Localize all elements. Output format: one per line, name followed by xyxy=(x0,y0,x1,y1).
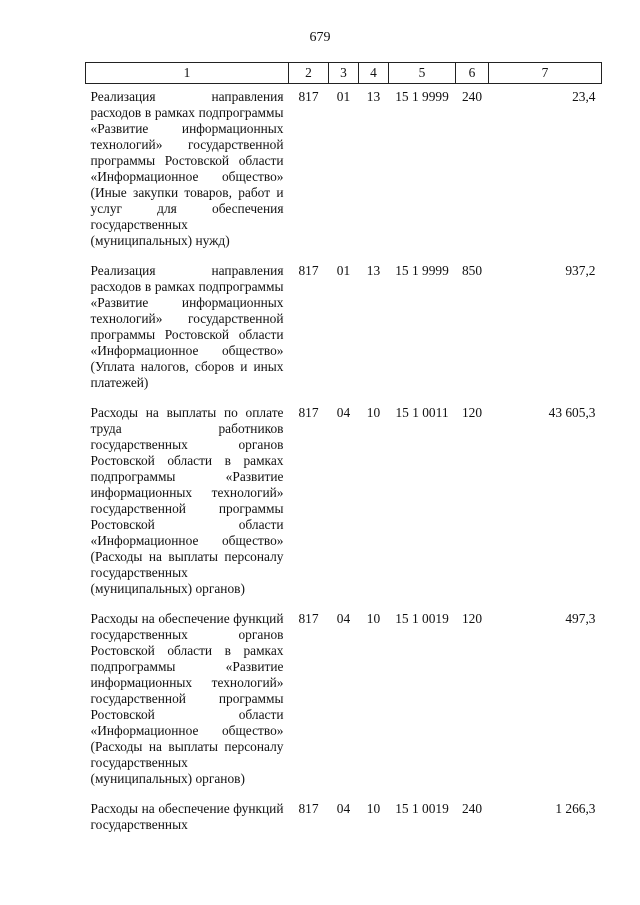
row-subsection-code: 13 xyxy=(366,89,381,104)
row-target-code: 15 1 0011 xyxy=(395,405,449,420)
row-subsection-code: 10 xyxy=(366,801,381,816)
row-description: Реализация направления расходов в рамках подпрограммы «Развитие информационных технологий» государственной программы Ростовской области «Информационное общество» (Уплата налогов, сборов и иных платежей) xyxy=(90,263,284,390)
table-row xyxy=(86,84,602,259)
row-description: Расходы на обеспечение функций государственных xyxy=(90,801,284,832)
table-header xyxy=(86,63,602,84)
table-row xyxy=(86,796,602,842)
page-number: 679 xyxy=(309,30,331,45)
row-expense-type-code: 240 xyxy=(461,89,483,104)
row-description: Расходы на выплаты по оплате труда работников государственных органов Ростовской области в рамках подпрограммы «Развитие информационных технологий» государственной программы Ростовской области «Информационное общество» (Расходы на выплаты персоналу государственных (муниципальных) органов) xyxy=(90,405,284,596)
table-row xyxy=(86,258,602,400)
row-amount: 497,3 xyxy=(565,611,596,626)
row-ministry-code: 817 xyxy=(298,801,319,816)
row-description: Реализация направления расходов в рамках подпрограммы «Развитие информационных технологий» государственной программы Ростовской области «Информационное общество» (Иные закупки товаров, работ и услуг для обеспечения государственных (муниципальных) нужд) xyxy=(90,89,284,248)
table-body xyxy=(86,84,602,843)
row-expense-type-code: 850 xyxy=(461,263,483,278)
header-row xyxy=(86,63,602,84)
row-section-code: 01 xyxy=(336,263,351,278)
header-col-6: 6 xyxy=(456,63,489,84)
table-row xyxy=(86,400,602,606)
row-expense-type-code: 120 xyxy=(461,611,483,626)
row-ministry-code: 817 xyxy=(298,405,319,420)
row-amount: 1 266,3 xyxy=(555,801,596,816)
header-col-7: 7 xyxy=(489,63,602,84)
row-target-code: 15 1 9999 xyxy=(395,89,449,104)
row-ministry-code: 817 xyxy=(298,611,319,626)
row-expense-type-code: 120 xyxy=(461,405,483,420)
row-ministry-code: 817 xyxy=(298,89,319,104)
row-section-code: 01 xyxy=(336,89,351,104)
row-section-code: 04 xyxy=(336,801,351,816)
table-row xyxy=(86,606,602,796)
row-expense-type-code: 240 xyxy=(461,801,483,816)
row-target-code: 15 1 0019 xyxy=(395,611,449,626)
row-section-code: 04 xyxy=(336,611,351,626)
header-col-3: 3 xyxy=(329,63,359,84)
header-col-2: 2 xyxy=(289,63,329,84)
row-subsection-code: 13 xyxy=(366,263,381,278)
row-subsection-code: 10 xyxy=(366,611,381,626)
header-col-1: 1 xyxy=(86,63,289,84)
row-amount: 43 605,3 xyxy=(548,405,596,420)
row-amount: 23,4 xyxy=(572,89,596,104)
row-target-code: 15 1 0019 xyxy=(395,801,449,816)
budget-table xyxy=(85,62,602,842)
row-ministry-code: 817 xyxy=(298,263,319,278)
row-amount: 937,2 xyxy=(565,263,596,278)
header-col-4: 4 xyxy=(359,63,389,84)
row-subsection-code: 10 xyxy=(366,405,381,420)
row-target-code: 15 1 9999 xyxy=(395,263,449,278)
row-section-code: 04 xyxy=(336,405,351,420)
header-col-5: 5 xyxy=(389,63,456,84)
row-description: Расходы на обеспечение функций государственных органов Ростовской области в рамках подпрограммы «Развитие информационных технологий» государственной программы Ростовской области «Информационное общество» (Расходы на выплаты персоналу государственных (муниципальных) органов) xyxy=(90,611,284,786)
